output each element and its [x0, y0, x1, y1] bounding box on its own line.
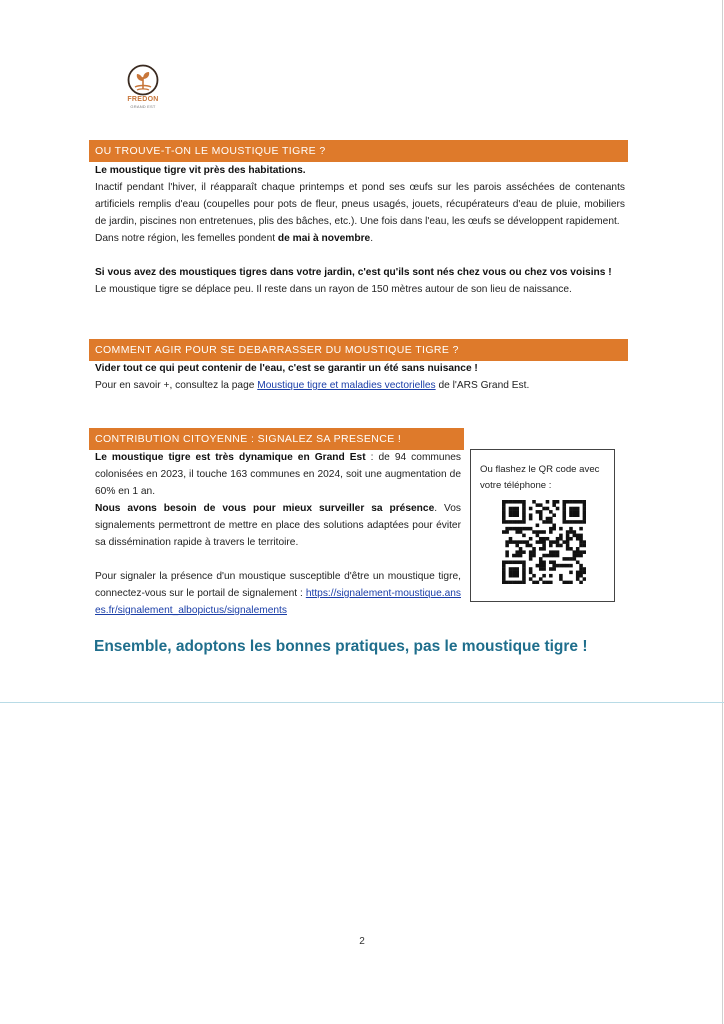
page-edge-divider [722, 0, 723, 1024]
act-lead: Vider tout ce qui peut contenir de l'eau, c'est se garantir un été sans nuisance ! [95, 363, 478, 374]
section-header-where: OU TROUVE-T-ON LE MOUSTIQUE TIGRE ? [89, 140, 628, 162]
report-portal: Pour signaler la présence d'un moustique susceptible d'être un moustique tigre, connectez-vous sur le portail de signalement : https://signalement-moustique.anses.fr/signalement_albopictus/signalements [95, 571, 461, 616]
where-lead: Le moustique tigre vit près des habitations. [95, 165, 306, 176]
where-garden-warning: Si vous avez des moustiques tigres dans votre jardin, c'est qu'ils sont nés chez vous ou chez vos voisins ! [95, 267, 612, 278]
qr-caption: Ou flashez le QR code avec votre téléphone : [480, 464, 600, 491]
act-more-info: Pour en savoir +, consultez la page Moustique tigre et maladies vectorielles de l'ARS Grand Est. [95, 380, 530, 391]
section-report-body [95, 449, 461, 619]
where-range: Le moustique tigre se déplace peu. Il reste dans un rayon de 150 mètres autour de son lieu de naissance. [95, 284, 572, 295]
section-header-report: CONTRIBUTION CITOYENNE : SIGNALEZ SA PRESENCE ! [89, 428, 464, 450]
fredon-logo [120, 64, 166, 109]
qr-code-box [470, 449, 615, 602]
logo-brand: FREDON [127, 96, 159, 103]
page-number: 2 [359, 936, 365, 947]
sprout-logo-icon [127, 64, 159, 96]
where-laying-period: Dans notre région, les femelles pondent de mai à novembre. [95, 233, 374, 244]
report-dynamics: Le moustique tigre est très dynamique en Grand Est : de 94 communes colonisées en 2023, il touche 163 communes en 2024, soit une augmentation de 60% en 1 an. [95, 452, 462, 497]
section-where-body [95, 162, 625, 298]
signalement-portal-link[interactable]: https://signalement-moustique.anses.fr/signalement_albopictus/signalements [95, 588, 461, 616]
where-description: Inactif pendant l'hiver, il réapparaît chaque printemps et pond ses œufs sur les parois asséchées de contenants artificiels remplis d'eau (coupelles pour pots de fleur, pneus usagés, jouets, récupérateurs d'eau de pluie, mobiliers de jardin, piscines non entretenues, plis des bâches, etc.). Une fois dans l'eau, les œufs se développent rapidement. [95, 182, 625, 227]
closing-slogan: Ensemble, adoptons les bonnes pratiques, pas le moustique tigre ! [94, 638, 588, 655]
logo-subtitle: GRAND EST [130, 104, 156, 109]
ars-page-link[interactable]: Moustique tigre et maladies vectorielles [257, 380, 436, 391]
section-act-body [95, 360, 625, 394]
page-divider [0, 702, 724, 703]
qr-code-icon[interactable] [502, 500, 586, 584]
report-need-help: Nous avons besoin de vous pour mieux surveiller sa présence. Vos signalements permettront de mettre en place des solutions adaptées pour éviter sa dissémination rapide à travers le territoire. [95, 503, 462, 548]
section-header-act: COMMENT AGIR POUR SE DEBARRASSER DU MOUSTIQUE TIGRE ? [89, 339, 628, 361]
